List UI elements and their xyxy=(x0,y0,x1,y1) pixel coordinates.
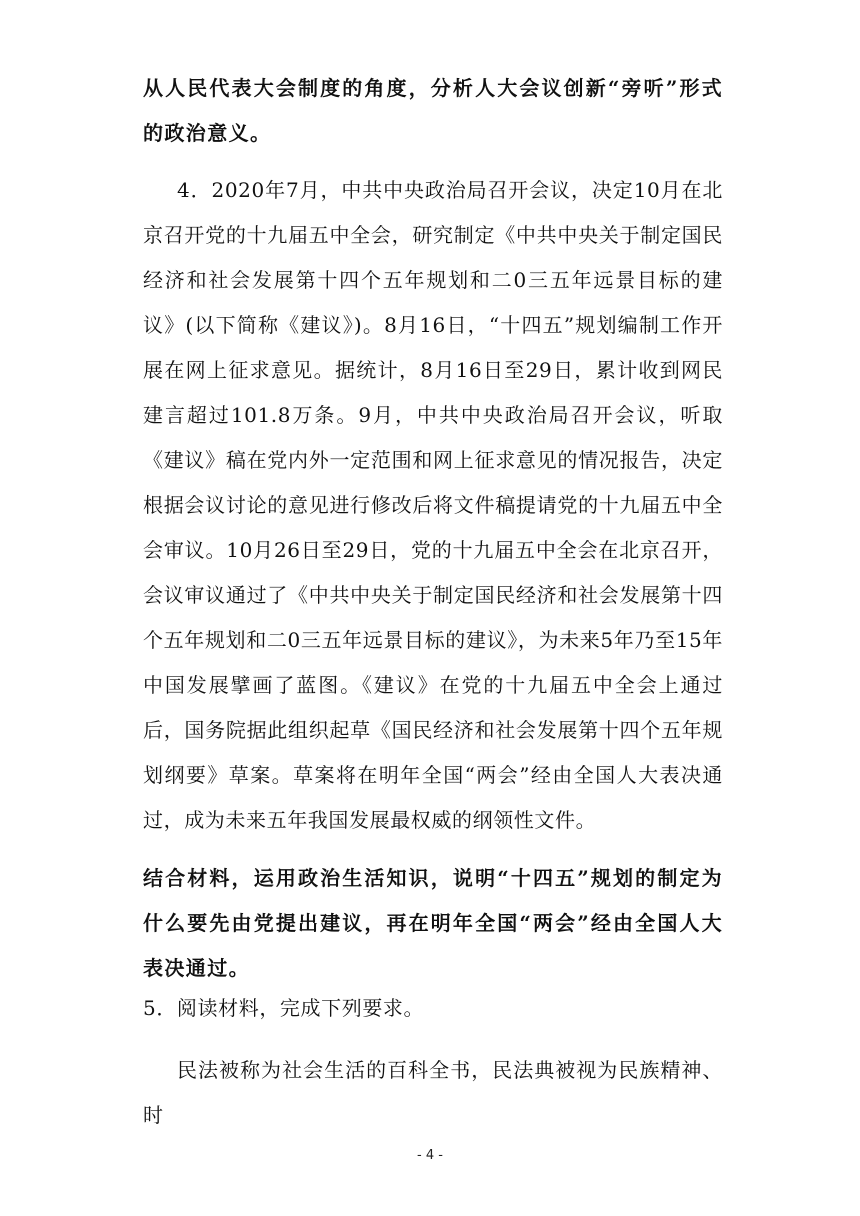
question-5-title: 5．阅读材料，完成下列要求。 xyxy=(143,996,425,1020)
question-4-material: 4．2020年7月，中共中央政治局召开会议，决定10月在北京召开党的十九届五中全会，研究制定《中共中央关于制定国民经济和社会发展第十四个五年规划和二0三五年远景目标的建议》(以下简称《建议》)。8月16日，“十四五”规划编制工作开展在网上征求意见。据统计，8月16日至29日，累计收到网民建言超过101.8万条。9月，中共中央政治局召开会议，听取《建议》稿在党内外一定范围和网上征求意见的情况报告，决定根据会议讨论的意见进行修改后将文件稿提请党的十九届五中全会审议。10月26日至29日，党的十九届五中全会在北京召开，会议审议通过了《中共中央关于制定国民经济和社会发展第十四个五年规划和二0三五年远景目标的建议》，为未来5年乃至15年中国发展擘画了蓝图。《建议》在党的十九届五中全会上通过后，国务院据此组织起草《国民经济和社会发展第十四个五年规划纲要》草案。草案将在明年全国“两会”经由全国人大表决通过，成为未来五年我国发展最权威的纲领性文件。 xyxy=(143,178,723,832)
question-3-prompt: 从人民代表大会制度的角度，分析人大会议创新“旁听”形式的政治意义。 xyxy=(143,76,723,145)
page-number: - 4 - xyxy=(417,1148,443,1163)
question-5-material: 民法被称为社会生活的百科全书，民法典被视为民族精神、时 xyxy=(143,1058,723,1127)
question-4-prompt: 结合材料，运用政治生活知识，说明“十四五”规划的制定为什么要先由党提出建议，再在明年全国“两会”经由全国人大表决通过。 xyxy=(143,866,723,980)
